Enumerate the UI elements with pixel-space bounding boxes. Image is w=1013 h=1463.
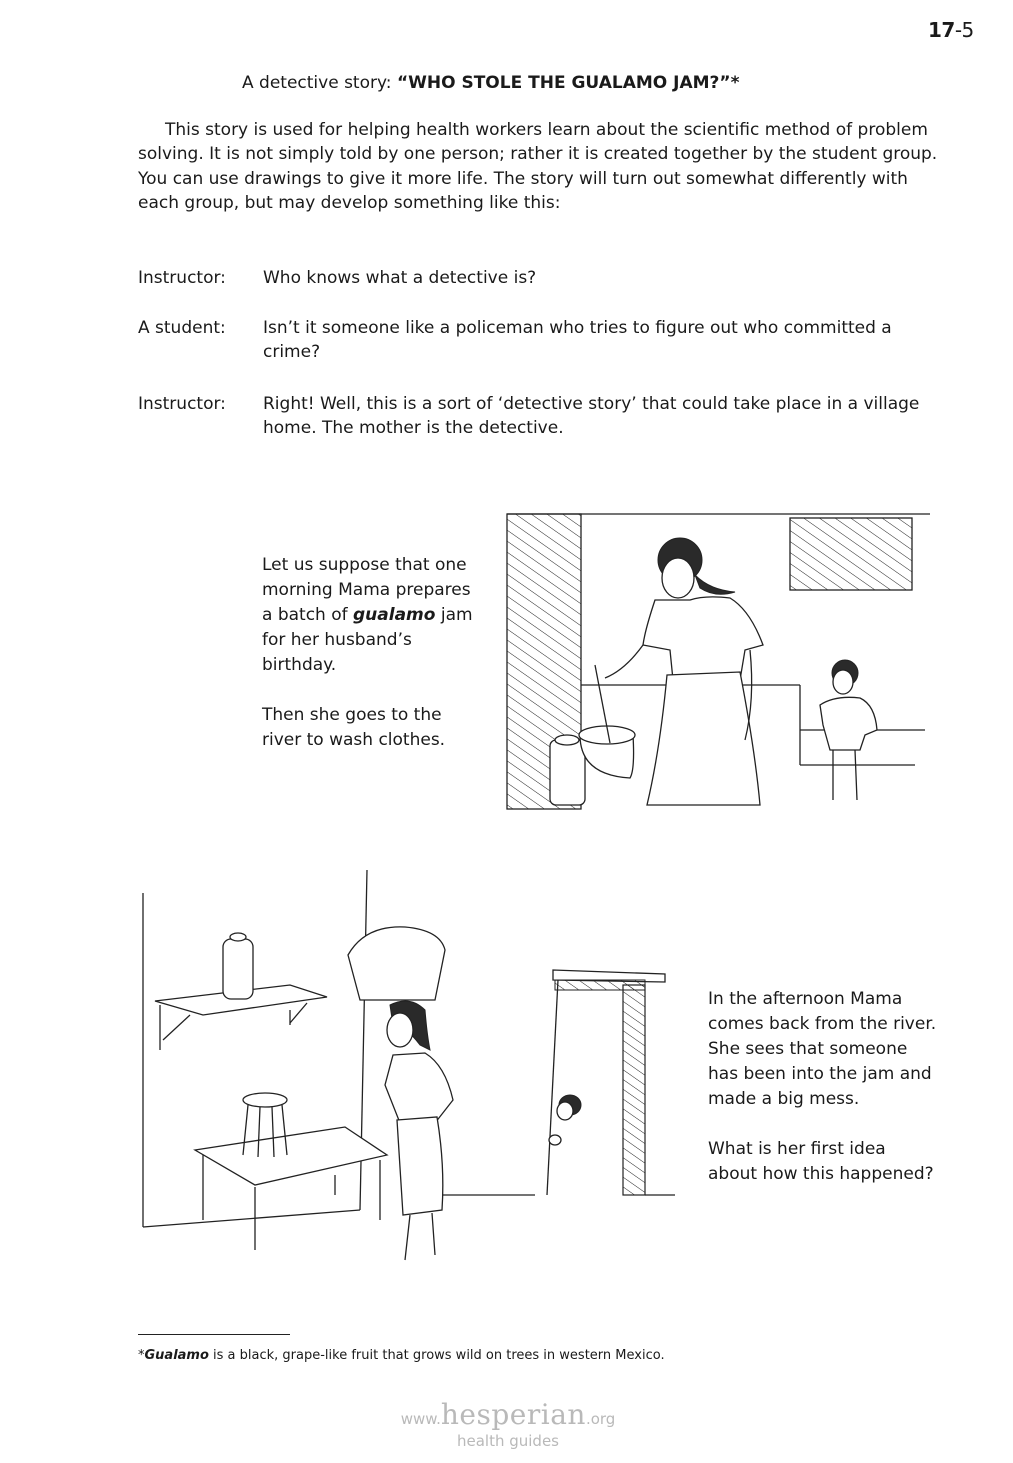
speaker-label: A student: — [138, 318, 226, 338]
title-prefix: A detective story: — [242, 73, 397, 93]
text: jam for her husband’s birthday. — [262, 605, 473, 675]
footnote-marker: * — [138, 1348, 145, 1363]
hesperian-watermark[interactable] — [378, 1398, 638, 1450]
jar-icon — [223, 933, 253, 999]
story-paragraph — [262, 553, 477, 678]
title-main: “WHO STOLE THE GUALAMO JAM?”* — [396, 73, 740, 93]
speaker-label: Instructor: — [138, 394, 226, 414]
page-title — [242, 72, 739, 94]
doorway-icon — [547, 970, 675, 1195]
watermark-suffix: .org — [585, 1410, 616, 1428]
speech-text: Who knows what a detective is? — [263, 268, 537, 288]
illustration-mama-returns — [135, 865, 695, 1270]
room-walls — [143, 870, 535, 1227]
pot-icon — [579, 665, 635, 778]
story-paragraph: Then she goes to the river to wash clothes. — [262, 705, 446, 750]
speech-text: Right! Well, this is a sort of ‘detective story’ that could take place in a village home. The mother is the detective. — [263, 394, 920, 439]
story-paragraph: What is her first idea about how this happened? — [708, 1139, 934, 1184]
italic-term: gualamo — [353, 605, 436, 625]
mother-figure — [348, 927, 453, 1260]
page-number — [928, 18, 974, 42]
story-paragraph: In the afternoon Mama comes back from the river. She sees that someone has been into the jam and made a big mess. — [708, 989, 937, 1109]
footnote-text: is a black, grape-like fruit that grows wild on trees in western Mexico. — [208, 1348, 665, 1363]
table-icon — [195, 1127, 387, 1250]
watermark-tagline: health guides — [456, 1432, 559, 1450]
footnote-term: Gualamo — [144, 1348, 209, 1363]
story-caption-2 — [708, 987, 938, 1212]
speech-text: Isn’t it someone like a policeman who tries to figure out who committed a crime? — [263, 318, 892, 363]
watermark-prefix: www. — [400, 1410, 441, 1428]
intro-text: This story is used for helping health workers learn about the scientific method of problem solving. It is not simply told by one person; rather it is created together by the student group. You can use drawings to give it more life. The story will turn out somewhat differently with each group, but may develop something like this: — [138, 120, 938, 213]
footnote — [138, 1348, 665, 1364]
boy-peeking — [549, 1095, 581, 1145]
page-suffix: -5 — [954, 18, 974, 42]
intro-paragraph — [138, 118, 938, 215]
story-caption-1 — [262, 553, 477, 778]
speaker-label: Instructor: — [138, 268, 226, 288]
watermark-brand: hesperian — [440, 1398, 586, 1431]
text: Let us suppose that one morning Mama prepares a batch of — [262, 555, 471, 625]
boy-figure — [820, 660, 877, 800]
illustration-mama-cooking — [495, 500, 935, 815]
jug-icon — [550, 735, 585, 805]
chapter-number: 17 — [928, 18, 955, 42]
window-icon — [790, 518, 912, 590]
footnote-divider — [138, 1334, 290, 1335]
basket-icon — [348, 927, 445, 1000]
